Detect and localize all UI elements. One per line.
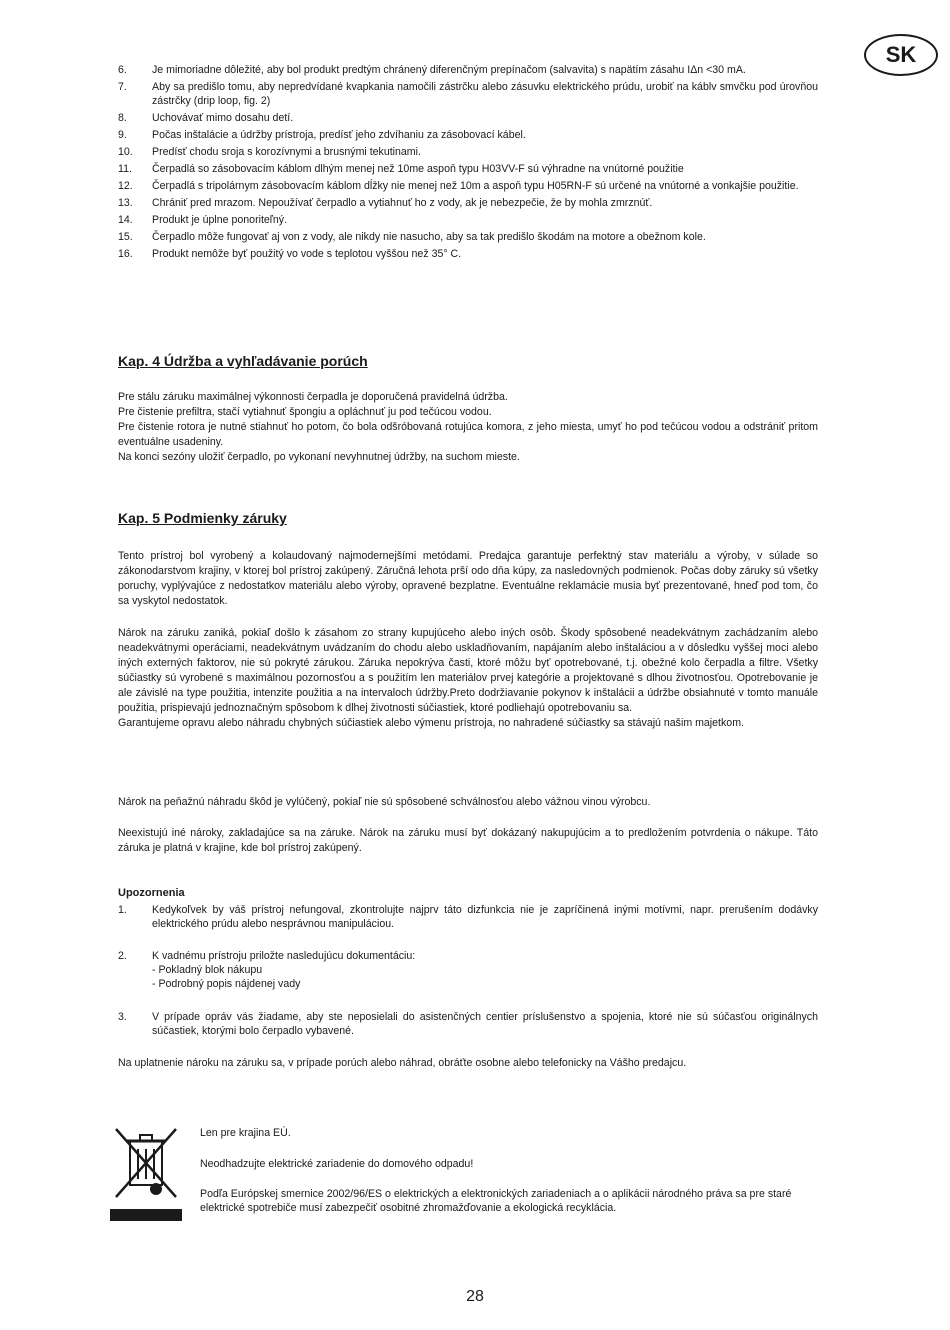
weee-line-1: Len pre krajina EÚ. (200, 1127, 291, 1139)
list-item: 2. K vadnému prístroju priložte nasledujúcu dokumentáciu: - Pokladný blok nákupu - Podrobný popis nájdenej vady (118, 950, 416, 990)
kap5-paragraph-4: Neexistujú iné nároky, zakladajúce sa na záruke. Nárok na záruku musí byť dokázaný nakupujúcim a to predložením potvrdenia o nákupe. Táto záruka je platná v krajine, kde bol prístroj zakúpený. (118, 827, 818, 854)
list-item: 8. Uchovávať mimo dosahu detí. (118, 112, 294, 124)
list-item: 14. Produkt je úplne ponoriteľný. (118, 214, 288, 226)
kap4-line: Pre čistenie rotora je nutné stiahnuť ho potom, čo bola odšróbovaná rotujúca komora, z jeho miesta, umyť ho pod tečúcou vodou a odstrániť pritom eventuálne usadeniny. (118, 421, 818, 448)
list-item: 11. Čerpadlá so zásobovacím káblom dlhým menej než 10me aspoň typu H03VV-F sú výhradne na vnútorné použitie (118, 163, 684, 175)
kap5-paragraph-3: Nárok na peňažnú náhradu škôd je vylúčený, pokiaľ nie sú spôsobené schválnosťou alebo vážnou vinou výrobcu. (118, 796, 651, 808)
list-item: 10. Predísť chodu sroja s korozívnymi a brusnými tekutinami. (118, 146, 421, 158)
warnings-list (118, 1010, 818, 1041)
safety-list (118, 63, 818, 264)
list-item: 7. Aby sa predišlo tomu, aby nepredvídané kvapkania namočili zástrčku alebo zásuvku elektrického prúdu, urobiť na káblv smvčku pod úrovňou zástrčky (drip loop, fig. 2) (118, 81, 818, 107)
warnings-title: Upozornenia (118, 887, 185, 899)
weee-bin-icon (110, 1125, 182, 1230)
list-item: 3. V prípade opráv vás žiadame, aby ste neposielali do asistenčných centier príslušenstvo a spojenia, ktoré nie sú súčasťou originálnych súčastiek, ktorými bolo čerpadlo vybavené. (118, 1011, 818, 1037)
warnings-list (118, 903, 818, 934)
list-item: 1. Kedykoľvek by váš prístroj nefungoval, zkontrolujte najprv táto dizfunkcia nie je zapríčinená inými motívmi, napr. prerušením dodávky elektrického prúdu alebo nesprávnou manipuláciou. (118, 904, 818, 930)
kap5-paragraph-2: Nárok na záruku zaniká, pokiaľ došlo k zásahom zo strany kupujúceho alebo iných osôb. Škody spôsobené neadekvátnym zachádzaním alebo neadekvátnymi operáciami, neadekvátnym uvádzaním do chodu alebo uskladňovaním, napájaním alebo inštaláciou a v dôsledku vyššej moci alebo iných externých faktorov, nie sú pokryté zárukou. Záruka nepokrýva časti, ktoré môžu byť opotrebované, t.j. obežné kolo čerpadla a filtre. Všetky súčiastky sú vyrobené s maximálnou pozornosťou a s použitím len materiálov prvej kategórie a projektované s dlhou životnosťou. Opotrebovanie je ale závislé na type použitia, intenzite použitia a na intervaloch údržby.Preto dodržiavanie pokynov k inštalácii a údržbe obsiahnuté v tomto manuále použitia, prispievajú jednoznačným spôsobom k dlhej životnosti súčiastiek, ktoré podliehajú opotrebovaniu sa. Garantujeme opravu alebo náhradu chybných súčiastiek alebo výmenu prístroja, no nahradené súčiastky sa stávajú našim majetkom. (118, 627, 818, 729)
kap5-heading: Kap. 5 Podmienky záruky (118, 510, 287, 526)
warnings-closing: Na uplatnenie nároku na záruku sa, v prípade porúch alebo náhrad, obráťte osobne alebo telefonicky na Vášho predajcu. (118, 1057, 687, 1069)
list-item: 6. Je mimoriadne dôležité, aby bol produkt predtým chránený diferenčným prepínačom (salvavita) s napätím zásahu IΔn <30 mA. (118, 64, 746, 76)
page-number: 28 (466, 1288, 484, 1305)
kap4-line: Pre čistenie prefiltra, stačí vytiahnuť špongiu a opláchnuť ju pod tečúcou vodou. (118, 406, 492, 418)
list-item: 12. Čerpadlá s tripolárnym zásobovacím káblom dĺžky nie menej než 10m a aspoň typu H05RN-F sú určené na vnútorné a vonkajšie použitie. (118, 180, 799, 192)
list-item: 15. Čerpadlo môže fungovať aj von z vody, ale nikdy nie nasucho, aby sa tak predišlo škodám na motore a obežnom kole. (118, 231, 706, 243)
kap4-line: Na konci sezóny uložiť čerpadlo, po vykonaní nevyhnutnej údržby, na suchom mieste. (118, 451, 520, 463)
list-item: 16. Produkt nemôže byť použitý vo vode s teplotou vyššou než 35° C. (118, 248, 462, 260)
kap4-heading: Kap. 4 Údržba a vyhľadávanie porúch (118, 353, 368, 369)
kap4-text (118, 390, 818, 465)
kap5-paragraph-1: Tento prístroj bol vyrobený a kolaudovaný najmodernejšími metódami. Predajca garantuje perfektný stav materiálu a výroby, v súlade so zákonodarstvom krajiny, v ktorej bol prístroj zakúpený. Záručná lehota prší odo dňa kúpy, za nasledovných podmienok. Počas doby záruky sú všetky poruchy, vyplývajúce z nedostatkov materiálu alebo výroby, opravené bezplatne. Eventuálne reklamácie musia byť prezentované, hneď pod tom, čo sa vyskytol nedostatok. (118, 550, 818, 607)
kap4-line: Pre stálu záruku maximálnej výkonnosti čerpadla je doporučená pravidelná údržba. (118, 391, 508, 403)
list-item: 13. Chrániť pred mrazom. Nepoužívať čerpadlo a vytiahnuť ho z vody, ak je nebezpečie, že by mohla zmrznúť. (118, 197, 653, 209)
weee-line-3: Podľa Európskej smernice 2002/96/ES o elektrických a elektronických zariadeniach a o aplikácii národného práva sa pre staré elektrické spotrebiče musí zabezpečiť osobitné zhromažďovanie a ekologická recyklácia. (200, 1188, 792, 1214)
list-item: 9. Počas inštalácie a údržby prístroja, predísť jeho zdvíhaniu za zásobovací kábel. (118, 129, 526, 141)
weee-line-2: Neodhadzujte elektrické zariadenie do domového odpadu! (200, 1158, 474, 1170)
language-badge: SK (864, 34, 938, 76)
warnings-list (118, 949, 818, 994)
